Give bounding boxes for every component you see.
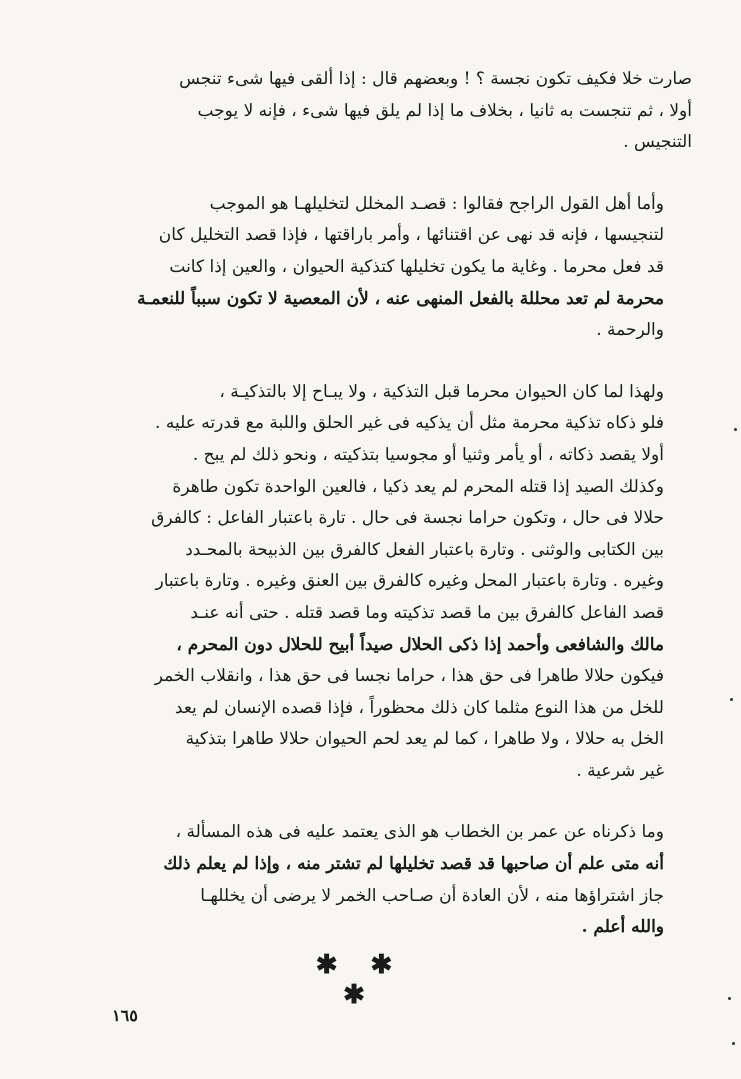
text-line: بين الكتابى والوثنى . وتارة باعتبار الفعل كالفرق بين الذبيحة بالمحـدد [185, 539, 664, 560]
text-line: غير شرعية . [576, 760, 664, 781]
text-line: لتنجيسها ، فإنه قد نهى عن اقتنائها ، وأمر باراقتها ، فإذا قصد التخليل كان [158, 225, 664, 246]
text-line: أولا ، ثم تنجست به ثانيا ، بخلاف ما إذا لم يلق فيها شىء ، فإنه لا يوجب [197, 100, 692, 121]
text-line: فلو ذكاه تذكية محرمة مثل أن يذكيه فى غير الحلق واللبة مع قدرته عليه . [155, 413, 664, 434]
text-line: والله أعلم . [581, 917, 664, 938]
text-line: فيكون حلالا طاهرا فى حق هذا ، حراما نجسا فى حق هذا ، وانقلاب الخمر [154, 666, 664, 687]
text-line: حلالا فى حال ، وتكون حراما نجسة فى حال . تارة باعتبار الفاعل : كالفرق [151, 508, 664, 529]
paragraph-3 [88, 377, 692, 788]
text-line: ولهذا لما كان الحيوان محرما قبل التذكية ، ولا يبـاح إلا بالتذكيـة ، [219, 381, 664, 402]
scan-speck [730, 698, 733, 701]
text-line: وكذلك الصيد إذا قتله المحرم لم يعد ذكيا ، فالعين الواحدة تكون طاهرة [172, 476, 664, 497]
page-number: ١٦٥ [112, 1006, 138, 1025]
text-line: أولا يقصد ذكاته ، أو يأمر وثنيا أو مجوسيا بتذكيته ، ونحو ذلك لم يبح . [192, 444, 664, 465]
text-line: مالك والشافعى وأحمد إذا ذكى الحلال صيداً أبيح للحلال دون المحرم ، [176, 634, 664, 655]
text-line: الخل به حلالا ، ولا طاهرا ، كما لم يعد لحم الحيوان حلالا طاهرا بتذكية [185, 729, 664, 750]
text-line: محرمة لم تعد محللة بالفعل المنهى عنه ، لأن المعصية لا تكون سبباً للنعمـة [137, 288, 664, 309]
text-line: وغيره . وتارة باعتبار المحل وغيره كالفرق بين العنق وغيره . وتارة باعتبار [155, 571, 664, 592]
section-separator: ✱ ✱ ✱ [315, 950, 405, 1010]
scan-speck [734, 428, 737, 431]
text-line: للخل من هذا النوع مثلما كان ذلك محظوراً ، فإذا قصده الإنسان لم يعد [174, 697, 664, 718]
text-line: التنجيس . [623, 132, 692, 153]
text-line: قصد الفاعل كالفرق بين ما قصد تذكيته وما قصد قتله . حتى أنه عنـد [190, 602, 664, 623]
scan-speck [728, 997, 731, 1000]
paragraph-2 [88, 189, 692, 347]
text-line: وما ذكرناه عن عمر بن الخطاب هو الذى يعتمد عليه فى هذه المسألة ، [175, 822, 664, 843]
scan-speck [732, 1042, 735, 1045]
text-line: صارت خلا فكيف تكون نجسة ؟ ! وبعضهم قال : إذا ألقى فيها شىء تنجس [179, 69, 692, 89]
paragraph-4 [88, 817, 692, 943]
text-line: أنه متى علم أن صاحبها قد قصد تخليلها لم تشتر منه ، وإذا لم يعلم ذلك [163, 854, 664, 875]
text-line: وأما أهل القول الراجح فقالوا : قصـد المخلل لتخليلهـا هو الموجب [209, 193, 664, 214]
text-line: جاز اشتراؤها منه ، لأن العادة أن صـاحب الخمر لا يرضى أن يخللهـا [200, 885, 664, 906]
paragraph-1 [88, 64, 692, 159]
text-line: قد فعل محرما . وغاية ما يكون تخليلها كتذكية الحيوان ، والعين إذا كانت [169, 256, 664, 277]
page-body [88, 64, 692, 944]
text-line: والرحمة . [596, 320, 664, 341]
